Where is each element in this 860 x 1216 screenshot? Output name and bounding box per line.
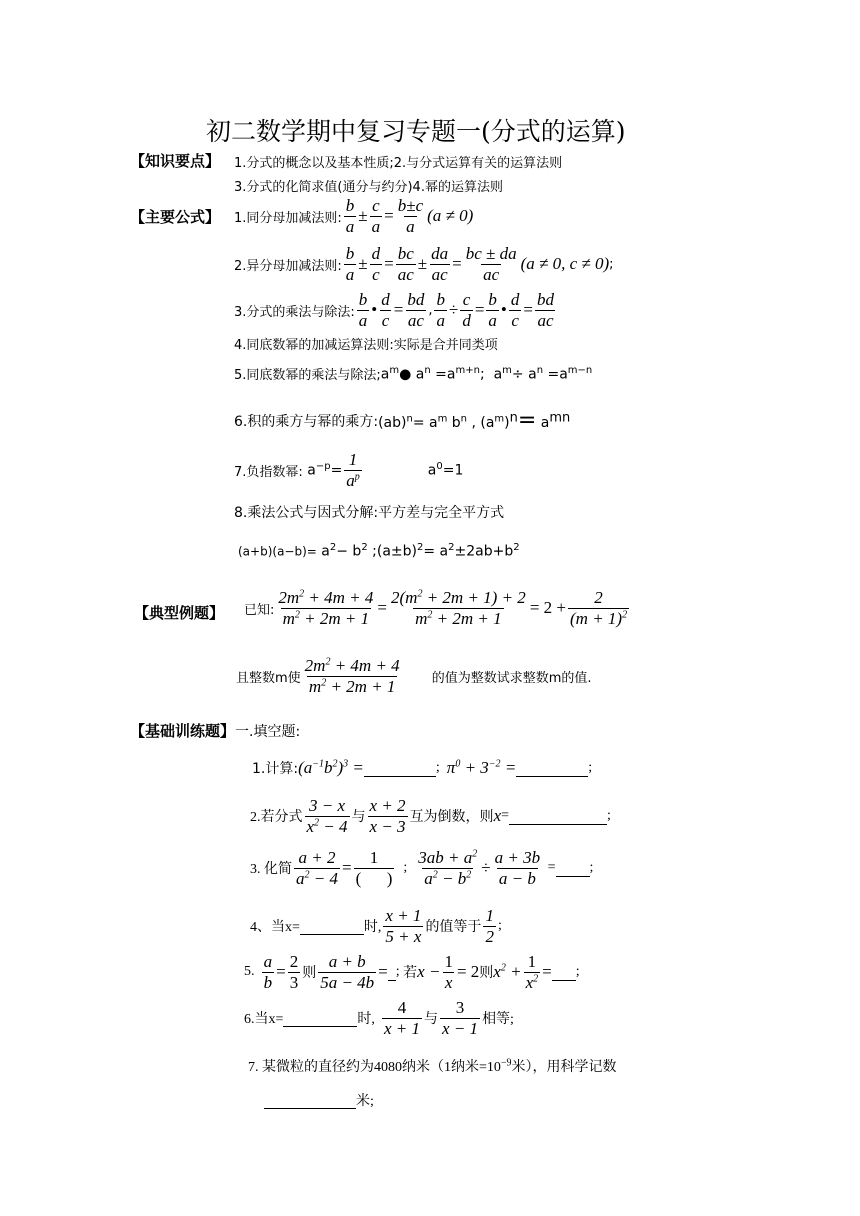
question-6: 6.当x= 时, $\frac{4}{x + 1}$ 与 $\frac{3}{x - 1}$ 相等; <box>244 998 514 1038</box>
q1-blank-1[interactable] <box>364 760 436 777</box>
q3-label: 3. 化简 <box>250 862 292 878</box>
example-line-2: 且整数m使 $\frac{2m^2 + 4m + 4}{m^2 + 2m + 1}$ 的值为整数试求整数m的值. <box>236 656 592 696</box>
formulas-label: 【主要公式】 <box>130 208 221 226</box>
question-5: 5. $\frac{a}{b}$ = $\frac{2}{3}$ 则 $\frac{a + b}{5a - 4b}$ = ; 若 x − $\frac{1}{x}$ = 2 则 $x^2$ + $\frac{1}{x^2}$ = ; <box>244 952 580 992</box>
knowledge-line-1: 1.分式的概念以及基本性质;2.与分式运算有关的运算法则 <box>234 156 563 171</box>
formula-3: 3.分式的乘法与除法: $\frac{b}{a}$ • $\frac{d}{c}$ = $\frac{bd}{ac}$ , $\frac{b}{a}$ ÷ $\frac{c}{d}$ = $\frac{b}{a}$ • $\frac{d}{c}$ = $\frac{bd}{ac}$ <box>234 290 554 330</box>
q5-if: 若 <box>403 966 418 982</box>
question-1: 1.计算: $(a^{-1}b^2)^3$ = ; $\pi^0 + 3^{-2}$ = ; <box>252 758 593 777</box>
q5-then2: 则 <box>479 966 494 982</box>
q4-blank[interactable] <box>300 918 364 935</box>
page-title: 初二数学期中复习专题一(分式的运算) <box>206 117 626 146</box>
formula-7-label: 7.负指数幂: <box>234 464 303 480</box>
q4-post: 的值等于 <box>425 920 482 936</box>
question-7-line-2 <box>264 1090 374 1110</box>
formula-5: 5.同底数幂的乘法与除法; $a^m●$ $a^n =a^{m+n}$; $a^m\div a^n =a^{m-n}$ <box>234 364 593 383</box>
example-line2-post: 的值为整数试求整数m的值. <box>431 670 592 686</box>
q5-label: 5. <box>244 964 255 980</box>
q7-line1-post: 米），用科学记数 <box>511 1060 617 1075</box>
q2-pre: 2.若分式 <box>250 810 303 826</box>
basic-header <box>130 720 300 741</box>
formula-1: 1.同分母加减法则: $\frac{b}{a}$ ± $\frac{c}{a}$ = $\frac{b\pm c}{a}$ (a ≠ 0) <box>234 196 474 236</box>
q6-post: 相等; <box>482 1012 514 1028</box>
q2-post: 互为倒数，则 <box>409 810 494 826</box>
formula-7: 7.负指数幂: $a^{-p}=$ $\frac{1}{a^p}$ $a^0=1$ <box>234 450 464 490</box>
q4-pre: 4、当x= <box>250 920 300 936</box>
q7-line2-post: 米; <box>356 1094 374 1109</box>
formula-2: 2.异分母加减法则: $\frac{b}{a}$ ± $\frac{d}{c}$ = $\frac{bc}{ac}$ ± $\frac{da}{ac}$ = $\frac{bc \pm da}{ac}$ (a ≠ 0, c ≠ 0) ; <box>234 244 614 284</box>
example-label: 【典型例题】 <box>134 604 225 622</box>
example-prefix: 已知: <box>244 602 275 618</box>
q6-pre: 6.当x= <box>244 1012 284 1028</box>
formula-1-label: 1.同分母加减法则: <box>234 210 342 226</box>
formula-2-label: 2.异分母加减法则: <box>234 258 342 274</box>
example-expression: 已知: $\frac{2m^2 + 4m + 4}{m^2 + 2m + 1}$ = $\frac{2(m^2 + 2m + 1) + 2}{m^2 + 2m + 1}$ = 2 + $\frac{2}{(m + 1)^2}$ <box>244 588 628 628</box>
knowledge-line-2: 3.分式的化简求值(通分与约分)4.幂的运算法则 <box>234 180 503 195</box>
formula-4: 4.同底数幂的加减运算法则:实际是合并同类项 <box>234 338 498 353</box>
formula-5-label: 5.同底数幂的乘法与除法; <box>234 368 381 383</box>
question-7-line-1: 7. 某微粒的直径约为4080纳米（1纳米$=10^{-9}$米），用科学记数 <box>248 1057 617 1075</box>
q3-blank[interactable] <box>556 860 590 877</box>
q1-label: 1.计算: <box>252 761 299 777</box>
question-4: 4、当x= 时, $\frac{x + 1}{5 + x}$ 的值等于 $\frac{1}{2}$ ; <box>250 906 502 946</box>
formula-6-label: 6.积的乘方与幂的乘方: <box>234 413 379 430</box>
q2-blank[interactable] <box>509 808 607 825</box>
formula-6: 6.积的乘方与幂的乘方: $(ab)^n= a^m$ $b^n$ , $(a^m)^n= a^{mn}$ <box>234 408 571 433</box>
q5-blank-2[interactable] <box>552 964 576 981</box>
formula-8: 8.乘法公式与因式分解:平方差与完全平方式 <box>234 505 505 521</box>
q7-line1-pre: 7. 某微粒的直径约为4080纳米（1纳米=10 <box>248 1060 501 1075</box>
basic-label: 【基础训练题】 <box>130 722 236 740</box>
q4-mid: 时, <box>363 920 382 936</box>
basic-section: 一.填空题: <box>235 723 301 740</box>
knowledge-label: 【知识要点】 <box>130 152 221 170</box>
q6-mid: 时, <box>357 1012 375 1028</box>
q5-blank-1[interactable] <box>388 964 396 981</box>
question-3: 3. 化简 $\frac{a + 2}{a^2 - 4}$ = $\frac{1}{( )}$ ; $\frac{3ab + a^2}{a^2 - b^2}$ ÷ $\frac{a + 3b}{a - b}$ = ; <box>250 848 594 888</box>
q6-blank[interactable] <box>283 1010 357 1027</box>
formula-3-label: 3.分式的乘法与除法: <box>234 304 355 320</box>
example-line2-pre: 且整数m使 <box>236 670 301 686</box>
formula-8-expr: $(a+b)(a-b)= a^2- b^2$ $;(a\pm b)^2= a^2\pm 2ab+b^2$ <box>238 542 520 560</box>
q1-blank-2[interactable] <box>516 760 588 777</box>
q5-then: 则 <box>302 966 317 982</box>
q6-and: 与 <box>424 1012 439 1028</box>
question-2: 2.若分式 $\frac{3 - x}{x^2 - 4}$ 与 $\frac{x + 2}{x - 3}$ 互为倒数，则 x = ; <box>250 796 611 836</box>
q2-mid: 与 <box>351 810 366 826</box>
q7-blank[interactable] <box>264 1092 356 1109</box>
